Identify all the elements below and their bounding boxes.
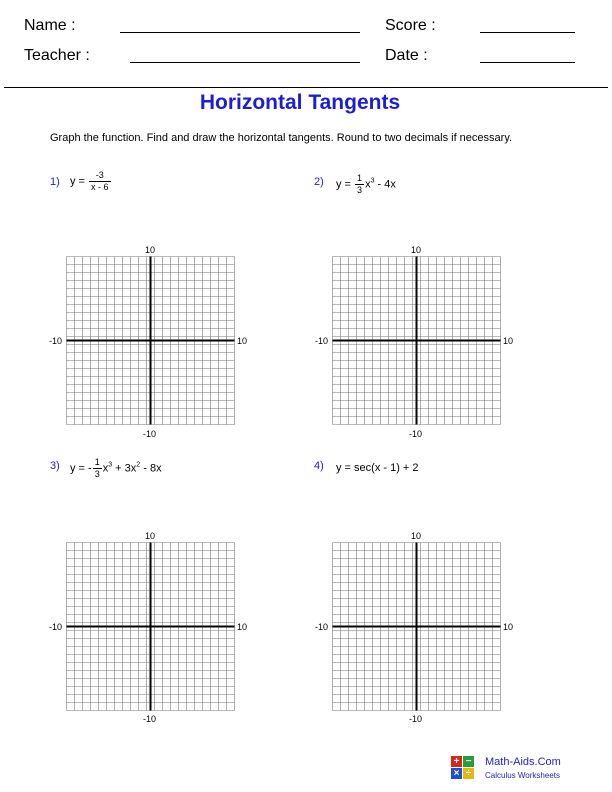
problem-1-equation (70, 170, 112, 193)
name-field[interactable] (120, 32, 360, 33)
denominator: 3 (94, 469, 100, 479)
eq-var: x (102, 462, 109, 475)
problem-2-equation (336, 173, 396, 196)
problem-2-number: 2) (314, 176, 324, 188)
graph-grid-2[interactable] (332, 256, 501, 425)
plus-icon: + (451, 756, 462, 767)
graph-grid-3[interactable] (66, 542, 235, 711)
problem-4-equation: y = sec(x - 1) + 2 (336, 462, 419, 474)
eq-lhs: y = (70, 175, 85, 188)
fraction (89, 170, 111, 193)
score-field[interactable] (480, 32, 575, 33)
logo-brand: Math-Aids.Com (485, 756, 561, 768)
graph-grid-1[interactable] (66, 256, 235, 425)
date-field[interactable] (480, 62, 575, 63)
eq-lhs: y = (336, 178, 351, 191)
axis-label-bottom: -10 (143, 429, 157, 439)
instructions: Graph the function. Find and draw the horizontal tangents. Round to two decimals if necessary. (50, 132, 513, 144)
fraction (93, 457, 102, 480)
axis-label-left: -10 (49, 336, 63, 346)
math-aids-logo (451, 755, 601, 785)
problem-1-number: 1) (50, 176, 60, 188)
axis-label-right: 10 (503, 622, 514, 632)
denominator: x - 6 (91, 182, 109, 192)
page-title: Horizontal Tangents (199, 91, 401, 114)
problem-3-number: 3) (50, 460, 60, 472)
exponent-2: 2 (136, 461, 141, 469)
date-label: Date : (385, 47, 428, 64)
axis-label-left: -10 (315, 336, 329, 346)
axis-label-top: 10 (145, 531, 156, 541)
score-label: Score : (385, 17, 436, 34)
exponent: 3 (108, 461, 113, 469)
teacher-field[interactable] (130, 62, 360, 63)
numerator: 1 (94, 457, 100, 467)
axis-label-top: 10 (411, 245, 422, 255)
eq-rest: - 8x (140, 462, 162, 475)
eq-mid: + 3x (112, 462, 137, 475)
header-divider (4, 87, 608, 88)
exponent: 3 (370, 177, 375, 185)
axis-label-right: 10 (237, 622, 248, 632)
axis-label-top: 10 (145, 245, 156, 255)
axis-label-left: -10 (49, 622, 63, 632)
axis-label-left: -10 (315, 622, 329, 632)
numerator: 1 (357, 173, 363, 183)
axis-label-bottom: -10 (409, 714, 423, 724)
axis-label-bottom: -10 (143, 714, 157, 724)
eq-var: x (365, 178, 371, 191)
axis-label-bottom: -10 (409, 429, 423, 439)
graph-grid-4[interactable] (332, 542, 501, 711)
problem-3-equation (70, 457, 162, 480)
numerator: -3 (89, 170, 111, 182)
axis-label-right: 10 (503, 336, 514, 346)
problem-4-number: 4) (314, 460, 324, 472)
name-label: Name : (24, 17, 76, 34)
divide-icon: ÷ (463, 768, 474, 779)
minus-icon: − (463, 756, 474, 767)
axis-label-right: 10 (237, 336, 248, 346)
eq-lhs: y = - (70, 462, 92, 475)
eq-rest: - 4x (374, 178, 396, 191)
teacher-label: Teacher : (24, 47, 90, 64)
times-icon: × (451, 768, 462, 779)
logo-subtitle: Calculus Worksheets (485, 771, 560, 780)
fraction (355, 173, 364, 196)
denominator: 3 (357, 185, 363, 195)
axis-label-top: 10 (411, 531, 422, 541)
